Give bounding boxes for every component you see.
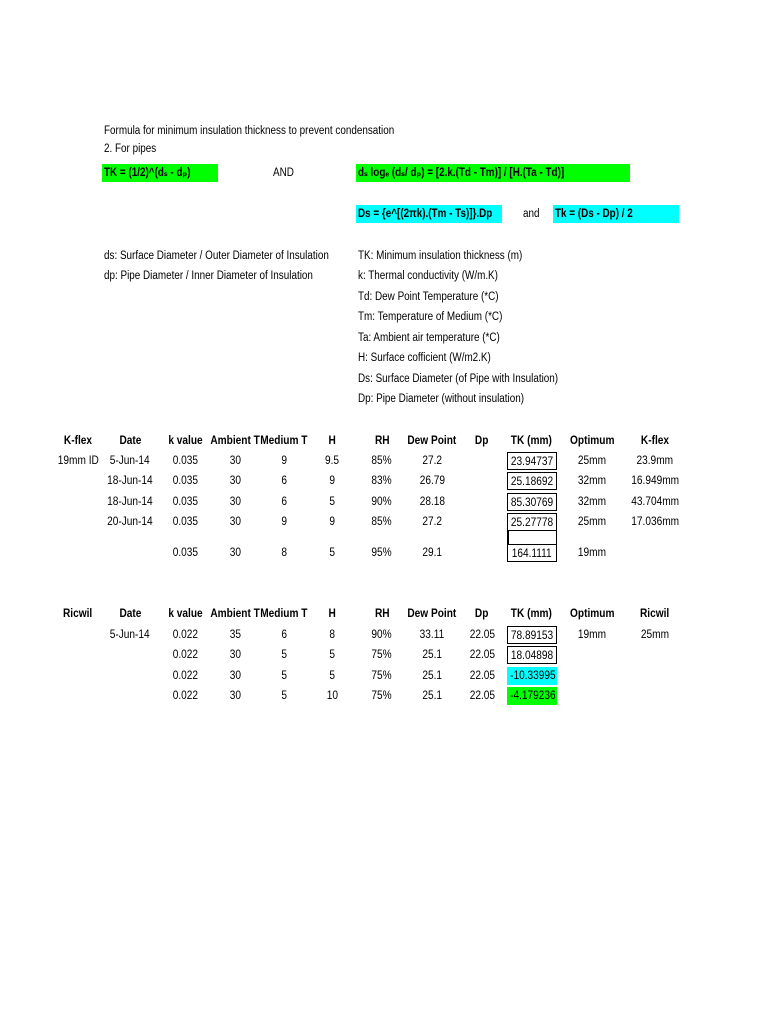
kflex-k-value-cell: 0.035	[172, 547, 198, 559]
kflex-ambient-t-cell: 30	[229, 547, 241, 559]
ricwil-optimum-cell: 19mm	[577, 629, 607, 641]
kflex-header-k-value: k value	[167, 435, 203, 447]
kflex-k-value-cell: 0.035	[172, 496, 198, 508]
definition-k: k: Thermal conductivity (W/m.K)	[358, 270, 498, 282]
ricwil-dp-cell: 22.05	[469, 649, 495, 661]
tk-box-connector-left	[507, 531, 509, 544]
ricwil-k-value-cell: 0.022	[172, 670, 198, 682]
ricwil-dew-point-cell: 25.1	[422, 670, 442, 682]
ricwil-rh-cell: 75%	[371, 690, 393, 702]
kflex-date-cell: 20-Jun-14	[107, 516, 153, 528]
kflex-k-value-cell: 0.035	[172, 516, 198, 528]
kflex-medium-t-cell: 9	[281, 455, 287, 467]
kflex-dew-point-cell: 27.2	[422, 455, 442, 467]
ricwil-dp-cell: 22.05	[469, 690, 495, 702]
kflex-header-medium-t: Medium T	[260, 435, 308, 447]
ricwil-header-ambient-t: Ambient T	[210, 608, 260, 620]
tk-mm-cell: 18.04898	[507, 646, 557, 664]
ricwil-rh-cell: 75%	[371, 649, 393, 661]
kflex-ambient-t-cell: 30	[229, 496, 241, 508]
kflex-optimum-cell: 19mm	[577, 547, 607, 559]
kflex-date-cell: 18-Jun-14	[107, 496, 153, 508]
formula-tk: TK = (1/2)^(dₛ - dₚ)	[102, 164, 218, 182]
kflex-rh-cell: 83%	[371, 475, 393, 487]
kflex-h-cell: 5	[329, 547, 335, 559]
definition-h: H: Surface cofficient (W/m2.K)	[358, 352, 491, 364]
definition-tk: TK: Minimum insulation thickness (m)	[358, 250, 523, 262]
ricwil-dew-point-cell: 25.1	[422, 649, 442, 661]
kflex-rh-cell: 90%	[371, 496, 393, 508]
ricwil-rh-cell: 75%	[371, 670, 393, 682]
tk-box-connector-right	[556, 531, 558, 544]
ricwil-medium-t-cell: 6	[281, 629, 287, 641]
definition-td: Td: Dew Point Temperature (*C)	[358, 291, 499, 303]
ricwil-k-value-cell: 0.022	[172, 629, 198, 641]
ricwil-header-optimum: Optimum	[569, 608, 615, 620]
formula-tk-ds: Tk = (Ds - Dp) / 2	[553, 205, 679, 223]
ricwil-h-cell: 8	[329, 629, 335, 641]
kflex-header-dew-point: Dew Point	[407, 435, 457, 447]
ricwil-header-dp: Dp	[475, 608, 489, 620]
ricwil-ambient-t-cell: 30	[229, 690, 241, 702]
kflex-header-ambient-t: Ambient T	[210, 435, 260, 447]
ricwil-result-cell: 25mm	[640, 629, 670, 641]
kflex-result-cell: 23.9mm	[636, 455, 674, 467]
ricwil-header-rh: RH	[374, 608, 390, 620]
tk-mm-cell: -10.33995	[507, 667, 557, 685]
formula-ds: Ds = {e^[(2πk).(Tm - Ts)]}.Dp	[356, 205, 502, 223]
kflex-dew-point-cell: 27.2	[422, 516, 442, 528]
kflex-header-rh: RH	[374, 435, 390, 447]
kflex-dew-point-cell: 26.79	[419, 475, 445, 487]
kflex-header-h: H	[328, 435, 336, 447]
kflex-header-date: Date	[119, 435, 141, 447]
ricwil-dew-point-cell: 33.11	[419, 629, 445, 641]
kflex-result-cell: 17.036mm	[631, 516, 679, 528]
kflex-header-tk-mm: TK (mm)	[510, 435, 552, 447]
and-label-lower: and	[523, 208, 540, 220]
kflex-header-optimum: Optimum	[569, 435, 615, 447]
definition-tm: Tm: Temperature of Medium (*C)	[358, 311, 503, 323]
tk-mm-cell: -4.179236	[507, 687, 557, 705]
ricwil-date-cell: 5-Jun-14	[110, 629, 150, 641]
document-title: Formula for minimum insulation thickness to prevent condensation	[104, 125, 395, 137]
ricwil-k-value-cell: 0.022	[172, 690, 198, 702]
kflex-ambient-t-cell: 30	[229, 455, 241, 467]
tk-mm-cell: 25.27778	[507, 513, 557, 531]
ricwil-header-tk-mm: TK (mm)	[510, 608, 552, 620]
ricwil-rh-cell: 90%	[371, 629, 393, 641]
kflex-header-result: K-flex	[640, 435, 670, 447]
ricwil-ambient-t-cell: 30	[229, 670, 241, 682]
ricwil-dp-cell: 22.05	[469, 629, 495, 641]
kflex-medium-t-cell: 9	[281, 516, 287, 528]
ricwil-h-cell: 5	[329, 670, 335, 682]
formula-log: dₛ logₑ (dₛ/ dₚ) = [2.k.(Td - Tm)] / [H.(Ta - Td)]	[356, 164, 630, 182]
tk-mm-cell: 78.89153	[507, 626, 557, 644]
tk-mm-cell: 164.1111	[507, 544, 557, 562]
kflex-dew-point-cell: 29.1	[422, 547, 442, 559]
ricwil-header-result: Ricwil	[640, 608, 670, 620]
section-subtitle: 2. For pipes	[104, 143, 157, 155]
ricwil-header-dew-point: Dew Point	[407, 608, 457, 620]
ricwil-medium-t-cell: 5	[281, 690, 287, 702]
kflex-k-value-cell: 0.035	[172, 455, 198, 467]
kflex-header-label: K-flex	[63, 435, 93, 447]
kflex-date-cell: 5-Jun-14	[110, 455, 150, 467]
ricwil-ambient-t-cell: 30	[229, 649, 241, 661]
kflex-k-value-cell: 0.035	[172, 475, 198, 487]
kflex-rh-cell: 85%	[371, 455, 393, 467]
ricwil-medium-t-cell: 5	[281, 670, 287, 682]
definition-dp: dp: Pipe Diameter / Inner Diameter of Insulation	[104, 270, 313, 282]
ricwil-header-date: Date	[119, 608, 141, 620]
kflex-rh-cell: 95%	[371, 547, 393, 559]
kflex-ambient-t-cell: 30	[229, 516, 241, 528]
ricwil-k-value-cell: 0.022	[172, 649, 198, 661]
definition-ds-surface: Ds: Surface Diameter (of Pipe with Insulation)	[358, 373, 559, 385]
kflex-optimum-cell: 25mm	[577, 455, 607, 467]
and-label-upper: AND	[273, 167, 294, 179]
tk-mm-cell: 85.30769	[507, 493, 557, 511]
ricwil-header-k-value: k value	[167, 608, 203, 620]
ricwil-dp-cell: 22.05	[469, 670, 495, 682]
kflex-date-cell: 18-Jun-14	[107, 475, 153, 487]
definition-dp-pipe: Dp: Pipe Diameter (without insulation)	[358, 393, 525, 405]
kflex-medium-t-cell: 8	[281, 547, 287, 559]
definition-ta: Ta: Ambient air temperature (*C)	[358, 332, 500, 344]
kflex-h-cell: 9.5	[324, 455, 340, 467]
ricwil-header-label: Ricwil	[63, 608, 93, 620]
kflex-label-cell: 19mm ID	[57, 455, 99, 467]
ricwil-header-medium-t: Medium T	[260, 608, 308, 620]
kflex-h-cell: 9	[329, 475, 335, 487]
kflex-dew-point-cell: 28.18	[419, 496, 445, 508]
kflex-header-dp: Dp	[475, 435, 489, 447]
tk-mm-cell: 23.94737	[507, 452, 557, 470]
ricwil-h-cell: 5	[329, 649, 335, 661]
ricwil-dew-point-cell: 25.1	[422, 690, 442, 702]
kflex-optimum-cell: 32mm	[577, 496, 607, 508]
kflex-optimum-cell: 25mm	[577, 516, 607, 528]
kflex-result-cell: 16.949mm	[631, 475, 679, 487]
kflex-rh-cell: 85%	[371, 516, 393, 528]
kflex-medium-t-cell: 6	[281, 475, 287, 487]
tk-mm-cell: 25.18692	[507, 472, 557, 490]
kflex-optimum-cell: 32mm	[577, 475, 607, 487]
ricwil-medium-t-cell: 5	[281, 649, 287, 661]
kflex-ambient-t-cell: 30	[229, 475, 241, 487]
ricwil-header-h: H	[328, 608, 336, 620]
ricwil-h-cell: 10	[326, 690, 338, 702]
definition-ds: ds: Surface Diameter / Outer Diameter of Insulation	[104, 250, 329, 262]
kflex-medium-t-cell: 6	[281, 496, 287, 508]
ricwil-ambient-t-cell: 35	[229, 629, 241, 641]
kflex-h-cell: 5	[329, 496, 335, 508]
kflex-h-cell: 9	[329, 516, 335, 528]
kflex-result-cell: 43.704mm	[631, 496, 679, 508]
